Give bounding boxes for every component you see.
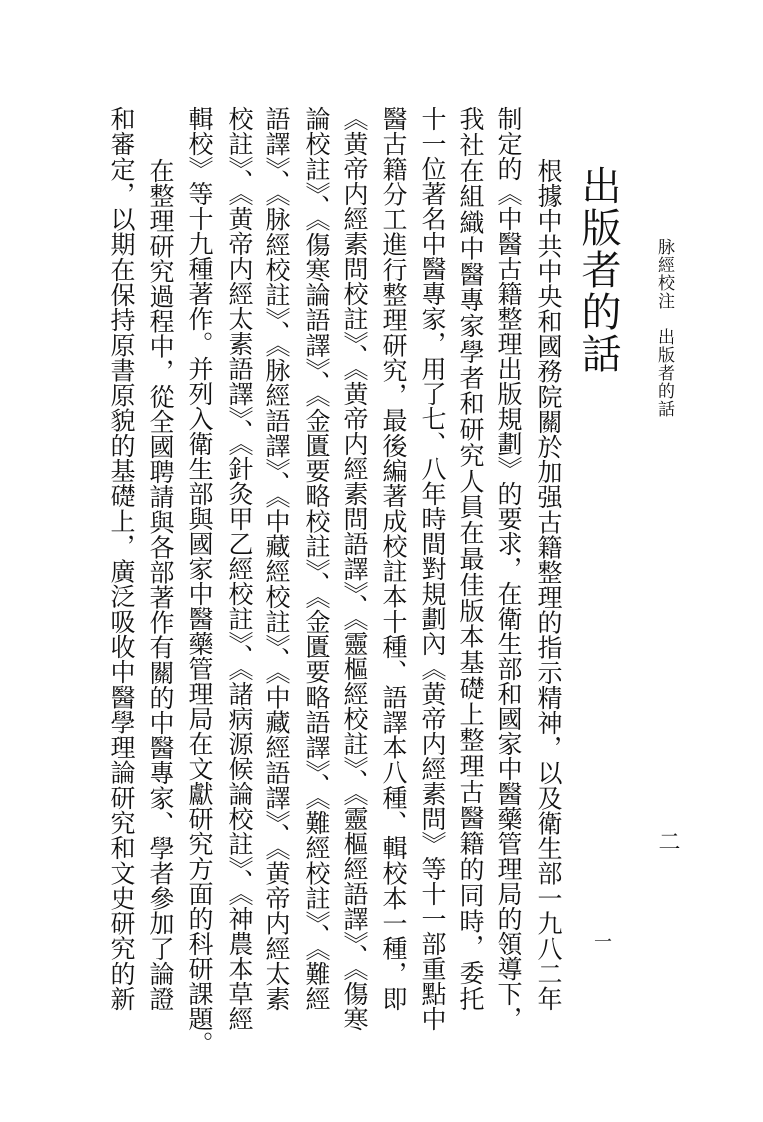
body-column: 我社在組織中醫專家學者和研究人員在最佳版本基礎上整理古醫籍的同時，委托: [456, 106, 485, 1011]
body-column: 輯校》等十九種著作。并列入衛生部與國家中醫藥管理局在文獻研究方面的科研課題。: [185, 106, 214, 1056]
body-column: 論校註》、《傷寒論語譯》、《金匱要略校註》、《金匱要略語譯》、《難經校註》、《難經: [302, 106, 331, 1011]
body-column: 根據中共中央和國務院關於加强古籍整理的指示精神，以及衛生部一九八二年: [534, 158, 563, 1011]
body-column: 十一位著名中醫專家，用了七、八年時間對規劃內《黄帝内經素問》等十一部重點中: [418, 106, 447, 1031]
stray-mark: 一: [594, 932, 612, 953]
running-head: 脉經校注 出版者的話: [654, 238, 674, 418]
body-column: 在整理研究過程中，從全國聘請與各部著作有關的中醫專家、學者參加了論證: [146, 158, 175, 1011]
page-number: 二: [655, 830, 680, 852]
body-column: 醫古籍分工進行整理研究，最後編著成校註本十種、語譯本八種、輯校本一種，即: [379, 106, 408, 1011]
page-title: 出版者的話: [575, 165, 621, 375]
body-column: 和審定，以期在保持原書原貌的基礎上，廣泛吸收中醫學理論研究和文史研究的新: [107, 106, 136, 1011]
body-column: 《黄帝内經素問校註》、《黄帝内經素問語譯》、《靈樞經校註》、《靈樞經語譯》、《傷寒: [340, 106, 369, 1031]
body-column: 制定的《中醫古籍整理出版規劃》的要求，在衛生部和國家中醫藥管理局的領導下，: [494, 106, 523, 1031]
body-column: 語譯》、《脉經校註》、《脉經語譯》、《中藏經校註》、《中藏經語譯》、《黄帝内經太素: [262, 106, 291, 1011]
body-column: 校註》、《黄帝内經太素語譯》、《針灸甲乙經校註》、《諸病源候論校註》、《神農本草經: [225, 106, 254, 1031]
